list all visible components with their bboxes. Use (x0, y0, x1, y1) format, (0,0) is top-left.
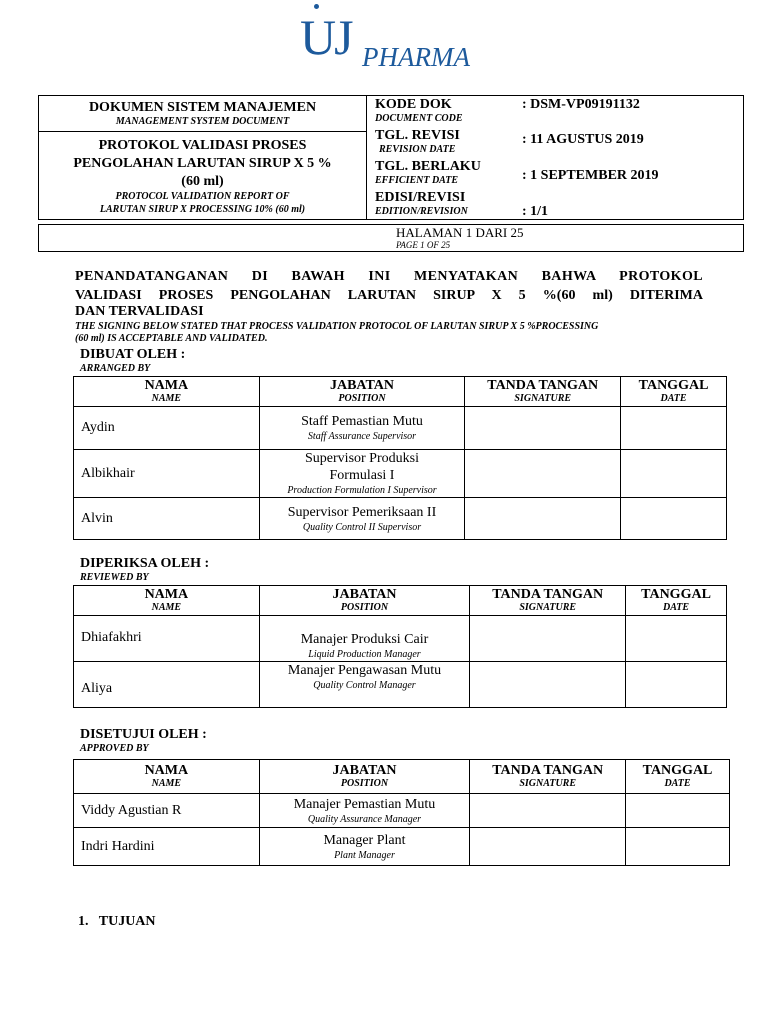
col-position-sub: POSITION (340, 777, 389, 789)
position-label: Staff Pemastian Mutu (301, 414, 423, 429)
field-label-edition: EDISI/REVISI (375, 190, 466, 205)
position-sub: Quality Control II Supervisor (302, 521, 422, 533)
col-date-sub: DATE (664, 777, 691, 789)
col-signature-header (470, 586, 626, 616)
field-sub-revision-date: REVISION DATE (379, 144, 456, 155)
table-header-row (74, 586, 727, 616)
statement-line-2: VALIDASI PROSES PENGOLAHAN LARUTAN SIRUP X 5 %(60 ml) DITERIMA (75, 288, 703, 303)
col-position-header (259, 377, 465, 407)
col-name-header (74, 377, 260, 407)
position-sub: Quality Control Manager (313, 680, 416, 691)
field-label-revision-date: TGL. REVISI (375, 128, 460, 143)
document-header-box (38, 95, 744, 220)
arranged-title: DIBUAT OLEH : (80, 347, 186, 362)
position-sub: Production Formulation I Supervisor (287, 485, 437, 496)
table-row (74, 450, 727, 498)
col-position-header (259, 586, 470, 616)
col-name-sub: NAME (151, 601, 182, 613)
signer-position (259, 498, 465, 540)
signer-name: Aydin (74, 407, 260, 450)
position-label: Supervisor Pemeriksaan II (287, 504, 437, 520)
table-row (74, 828, 730, 866)
table-row (74, 407, 727, 450)
arranged-table (73, 376, 727, 540)
col-position-sub: POSITION (338, 392, 386, 404)
date-cell[interactable] (621, 407, 727, 450)
col-name-label: NAMA (144, 762, 189, 778)
table-header-row (74, 760, 730, 794)
reviewed-sub: REVIEWED BY (80, 572, 149, 583)
col-position-header (259, 760, 470, 794)
field-sub-edition: EDITION/REVISION (375, 206, 468, 217)
logo-main: UJ (300, 9, 352, 65)
col-date-sub: DATE (660, 392, 687, 404)
col-date-header (621, 377, 727, 407)
page-number-label: HALAMAN 1 DARI 25 (396, 225, 524, 240)
field-value-effective-date: : 1 SEPTEMBER 2019 (522, 168, 659, 183)
col-position-sub: POSITION (340, 601, 389, 613)
approved-table (73, 759, 730, 866)
date-cell[interactable] (621, 498, 727, 540)
statement-line-1: PENANDATANGANAN DI BAWAH INI MENYATAKAN BAHWA PROTOKOL (75, 269, 703, 284)
signer-name: Indri Hardini (74, 828, 260, 866)
signer-position (259, 794, 470, 828)
doc-system-title: DOKUMEN SISTEM MANAJEMEN (88, 100, 317, 115)
protocol-sub-1: PROTOCOL VALIDATION REPORT OF (115, 191, 290, 202)
col-signature-label: TANDA TANGAN (487, 377, 599, 393)
statement-en-1: THE SIGNING BELOW STATED THAT PROCESS VALIDATION PROTOCOL OF LARUTAN SIRUP X 5 %PROCESSING (75, 321, 599, 332)
col-signature-label: TANDA TANGAN (492, 586, 604, 602)
signature-cell[interactable] (470, 616, 626, 662)
signer-position (259, 616, 470, 662)
reviewed-table (73, 585, 727, 708)
statement-line-3: DAN TERVALIDASI (75, 304, 204, 319)
position-sub: Plant Manager (334, 849, 395, 861)
col-date-sub: DATE (662, 601, 690, 613)
col-signature-header (470, 760, 626, 794)
date-cell[interactable] (626, 794, 730, 828)
position-sub: Liquid Production Manager (308, 649, 421, 660)
field-sub-doc-code: DOCUMENT CODE (375, 113, 463, 124)
signature-cell[interactable] (465, 450, 621, 498)
signer-position (259, 662, 470, 708)
col-date-header (626, 760, 730, 794)
col-name-sub: NAME (151, 777, 182, 789)
signature-cell[interactable] (470, 662, 626, 708)
col-date-label: TANGGAL (642, 762, 713, 778)
signature-cell[interactable] (465, 498, 621, 540)
signer-name: Albikhair (74, 450, 260, 498)
signer-name: Viddy Agustian R (74, 794, 260, 828)
col-name-header (74, 760, 260, 794)
logo-sub: PHARMA (362, 42, 470, 72)
signer-name: Alvin (74, 498, 260, 540)
col-signature-label: TANDA TANGAN (492, 762, 604, 778)
protocol-title-2: PENGOLAHAN LARUTAN SIRUP X 5 % (73, 156, 332, 171)
col-position-label: JABATAN (332, 586, 397, 602)
position-label: Manajer Produksi Cair (300, 632, 429, 647)
date-cell[interactable] (626, 662, 727, 708)
protocol-title-3: (60 ml) (181, 174, 224, 189)
page-number-sub: PAGE 1 OF 25 (396, 240, 451, 250)
signature-cell[interactable] (470, 794, 626, 828)
col-signature-sub: SIGNATURE (514, 392, 572, 404)
col-name-label: NAMA (144, 586, 189, 602)
col-name-sub: NAME (151, 392, 182, 404)
col-signature-sub: SIGNATURE (519, 601, 577, 613)
field-label-doc-code: KODE DOK (375, 97, 452, 112)
signer-position (259, 450, 465, 498)
col-date-label: TANGGAL (638, 377, 709, 393)
section-heading-tujuan: 1. TUJUAN (78, 914, 156, 929)
reviewed-title: DIPERIKSA OLEH : (80, 556, 210, 571)
col-position-label: JABATAN (329, 377, 395, 393)
position-label: Manajer Pengawasan Mutu (287, 663, 442, 678)
col-date-header (626, 586, 727, 616)
date-cell[interactable] (626, 828, 730, 866)
position-label: Manajer Pemastian Mutu (293, 796, 436, 812)
approved-sub: APPROVED BY (80, 743, 149, 754)
col-signature-header (465, 377, 621, 407)
table-row (74, 498, 727, 540)
protocol-sub-2: LARUTAN SIRUP X PROCESSING 10% (60 ml) (99, 204, 306, 215)
signer-position (259, 407, 465, 450)
protocol-title-1: PROTOKOL VALIDASI PROSES (98, 138, 307, 153)
col-name-header (74, 586, 260, 616)
table-row (74, 616, 727, 662)
table-header-row (74, 377, 727, 407)
table-row (74, 662, 727, 708)
position-label-2: Formulasi I (329, 468, 395, 483)
position-sub: Quality Assurance Manager (307, 813, 422, 825)
position-label: Manager Plant (323, 832, 406, 848)
field-value-doc-code: : DSM-VP09191132 (522, 97, 640, 112)
field-sub-effective-date: EFFICIENT DATE (375, 175, 459, 186)
arranged-sub: ARRANGED BY (80, 363, 151, 374)
col-position-label: JABATAN (332, 762, 397, 778)
position-sub: Staff Assurance Supervisor (307, 431, 417, 442)
table-row (74, 794, 730, 828)
signer-name: Dhiafakhri (74, 616, 260, 662)
signature-cell[interactable] (465, 407, 621, 450)
field-label-effective-date: TGL. BERLAKU (375, 159, 481, 174)
signer-name: Aliya (74, 662, 260, 708)
col-signature-sub: SIGNATURE (519, 777, 577, 789)
approved-title: DISETUJUI OLEH : (80, 727, 207, 742)
position-label: Supervisor Produksi (305, 451, 419, 466)
page-number-box (38, 224, 744, 252)
date-cell[interactable] (626, 616, 727, 662)
col-date-label: TANGGAL (641, 586, 711, 602)
col-name-label: NAMA (144, 377, 189, 393)
field-value-edition: : 1/1 (522, 204, 549, 219)
field-value-revision-date: : 11 AGUSTUS 2019 (522, 132, 644, 147)
header-divider-horizontal (39, 131, 366, 132)
date-cell[interactable] (621, 450, 727, 498)
signer-position (259, 828, 470, 866)
header-divider-vertical (366, 96, 367, 219)
doc-system-sub: MANAGEMENT SYSTEM DOCUMENT (115, 116, 290, 127)
statement-en-2: (60 ml) IS ACCEPTABLE AND VALIDATED. (75, 333, 268, 344)
signature-cell[interactable] (470, 828, 626, 866)
